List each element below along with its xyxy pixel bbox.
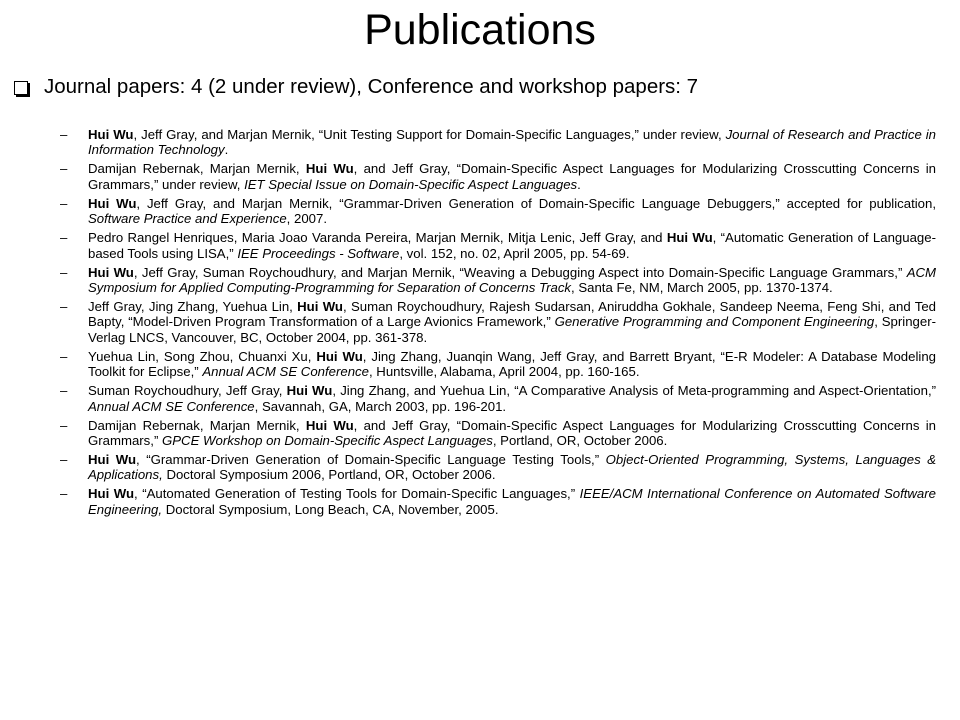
pub-author-highlight: Hui Wu [88,264,134,280]
pub-details: , Jeff Gray, Suman Roychoudhury, and Marjan Mernik, “Weaving a Debugging Aspect into Domain-Specific Language Grammars,” [133,264,907,280]
pub-venue: Software Practice and Experience [88,211,287,227]
pub-details-post: Doctoral Symposium 2006, Portland, OR, October 2006. [162,467,496,483]
dash-bullet: – [60,417,68,433]
publication-item [60,452,936,483]
dash-bullet: – [60,348,68,364]
pub-authors-pre: Damijan Rebernak, Marjan Mernik, [88,161,306,177]
dash-bullet: – [60,264,68,280]
summary-bullet [14,74,944,100]
dash-bullet: – [60,127,68,142]
pub-authors-pre: Yuehua Lin, Song Zhou, Chuanxi Xu, [88,348,317,364]
publication-item [60,299,936,345]
pub-details-post: . [577,176,581,192]
dash-bullet: – [60,161,68,177]
publication-item [60,349,936,380]
pub-details: , “Grammar-Driven Generation of Domain-Specific Language Testing Tools,” [136,452,606,468]
summary-text: Journal papers: 4 (2 under review), Conference and workshop papers: 7 [44,75,699,98]
pub-author-highlight: Hui Wu [316,348,363,364]
publication-item [60,196,936,227]
pub-details-post: , Huntsville, Alabama, April 2004, pp. 160-165. [368,364,640,380]
pub-details: , Suman Roychoudhury, Rajesh Sudarsan, Aniruddha Gokhale, Sandeep Neema, Feng Shi, and Ted Bapty, “Model-Driven Program Transformation of a Large Avionics Framework,” [88,299,937,330]
pub-author-highlight: Hui Wu [88,486,135,502]
pub-author-highlight: Hui Wu [88,127,134,142]
publication-item [60,486,936,517]
pub-details-post: , Savannah, GA, March 2003, pp. 196-201. [254,398,507,414]
pub-details-post: , Portland, OR, October 2006. [492,433,668,449]
pub-venue: Annual ACM SE Conference [88,398,255,414]
dash-bullet: – [60,195,68,211]
dash-bullet: – [60,452,68,468]
publication-item [60,230,936,261]
pub-venue: Object-Oriented Programming, Systems, Languages & Applications, [88,452,936,483]
pub-authors-pre: Suman Roychoudhury, Jeff Gray, [88,383,287,399]
pub-author-highlight: Hui Wu [88,452,137,468]
pub-venue: GPCE Workshop on Domain-Specific Aspect Languages [162,433,493,449]
publication-item [60,265,936,296]
pub-details-post: Doctoral Symposium, Long Beach, CA, November, 2005. [162,501,499,517]
pub-details: , Jing Zhang, Juanqin Wang, Jeff Gray, and Barrett Bryant, “E-R Modeler: A Database Modeling Toolkit for Eclipse,” [88,348,936,380]
publication-item [60,127,936,158]
pub-authors-pre: Pedro Rangel Henriques, Maria Joao Varanda Pereira, Marjan Mernik, Mitja Lenic, Jeff Gray, and [88,230,667,246]
pub-author-highlight: Hui Wu [88,195,137,211]
pub-details-post: , 2007. [286,211,327,227]
pub-authors-pre: Jeff Gray, Jing Zhang, Yuehua Lin, [88,299,298,315]
publication-item [60,383,936,414]
pub-details-post: . [224,142,229,158]
square-bullet-icon [14,81,28,95]
publication-item [60,161,936,192]
pub-details: , Jing Zhang, and Yuehua Lin, “A Comparative Analysis of Meta-programming and Aspect-Orientation,” [332,383,936,399]
pub-venue: IET Special Issue on Domain-Specific Aspect Languages [244,176,578,192]
pub-venue: IEEE/ACM International Conference on Automated Software Engineering, [88,486,936,517]
pub-details: , “Automated Generation of Testing Tools for Domain-Specific Languages,” [134,486,580,502]
pub-details-post: , Santa Fe, NM, March 2005, pp. 1370-1374. [571,280,833,296]
pub-details-post: , Springer-Verlag LNCS, Vancouver, BC, October 2004, pp. 361-378. [88,314,936,345]
pub-details: , “Automatic Generation of Language-based Tools using LISA,” [88,230,936,261]
pub-author-highlight: Hui Wu [305,161,354,177]
pub-venue: Journal of Research and Practice in Information Technology [88,127,937,158]
pub-details: , and Jeff Gray, “Domain-Specific Aspect Languages for Modularizing Crosscutting Concerns in Grammars,” [88,417,936,449]
pub-author-highlight: Hui Wu [286,383,333,399]
dash-bullet: – [60,299,68,315]
pub-details: , Jeff Gray, and Marjan Mernik, “Unit Testing Support for Domain-Specific Languages,” under review, [133,127,726,142]
dash-bullet: – [60,230,68,246]
pub-venue: ACM Symposium for Applied Computing-Programming for Separation of Concerns Track [88,264,936,296]
pub-author-highlight: Hui Wu [297,299,343,315]
page-title: Publications [364,6,596,54]
pub-details-post: , vol. 152, no. 02, April 2005, pp. 54-69. [399,245,630,261]
pub-author-highlight: Hui Wu [666,230,713,246]
pub-authors-pre: Damijan Rebernak, Marjan Mernik, [88,417,306,433]
dash-bullet: – [60,383,68,399]
pub-venue: IEE Proceedings - Software [237,245,400,261]
publication-item [60,418,936,449]
dash-bullet: – [60,486,68,502]
pub-details: , Jeff Gray, and Marjan Mernik, “Grammar-Driven Generation of Domain-Specific Language Debuggers,” accepted for publication, [136,195,937,211]
pub-venue: Generative Programming and Component Engineering [554,314,875,330]
pub-details: , and Jeff Gray, “Domain-Specific Aspect Languages for Modularizing Crosscutting Concerns in Grammars,” under review, [88,161,936,192]
pub-author-highlight: Hui Wu [305,417,354,433]
publication-list [60,127,936,521]
pub-venue: Annual ACM SE Conference [202,364,369,380]
